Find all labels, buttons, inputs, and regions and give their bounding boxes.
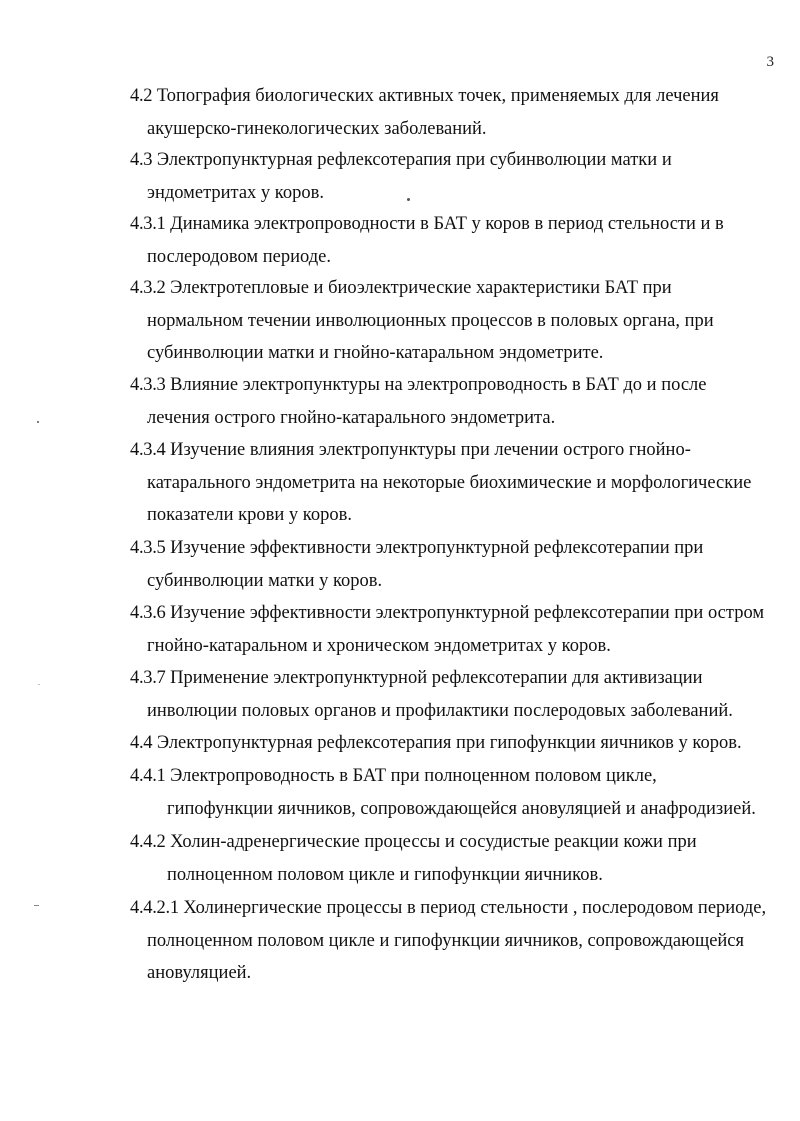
entry-continuation: лечения острого гнойно-катарального эндометрита. bbox=[147, 407, 556, 428]
entry-number: 4.4.2.1 bbox=[130, 898, 179, 918]
entry-title: Применение электропунктурной рефлексотерапии для активизации bbox=[170, 668, 703, 688]
scan-speck bbox=[37, 421, 39, 423]
scan-speck bbox=[34, 905, 39, 906]
entry-continuation: полноценном половом цикле и гипофункции яичников. bbox=[167, 864, 603, 885]
entry-first-line bbox=[130, 662, 776, 695]
entry-first-line bbox=[130, 826, 776, 859]
toc-entry bbox=[130, 760, 776, 825]
entry-first-line bbox=[130, 208, 776, 241]
entry-continuation: показатели крови у коров. bbox=[147, 505, 352, 525]
entry-number: 4.3.7 bbox=[130, 668, 166, 688]
page-number: 3 bbox=[766, 54, 774, 70]
entry-title: Изучение эффективности электропунктурной рефлексотерапии при bbox=[170, 538, 704, 558]
entry-number: 4.3.6 bbox=[130, 603, 166, 623]
entry-title: Изучение влияния электропунктуры при лечении острого гнойно- bbox=[170, 440, 691, 460]
entry-number: 4.3.3 bbox=[130, 375, 166, 395]
entry-title: Холин-адренергические процессы и сосудистые реакции кожи при bbox=[170, 832, 697, 852]
entry-continuation: гипофункции яичников, сопровождающейся ановуляцией и анафродизией. bbox=[167, 798, 756, 819]
entry-first-line bbox=[130, 369, 776, 402]
entry-continuation: полноценном половом цикле и гипофункции яичников, сопровождающейся bbox=[147, 930, 745, 951]
entry-title: Изучение эффективности электропунктурной рефлексотерапии при остром bbox=[170, 603, 765, 623]
entry-continuation: катарального эндометрита на некоторые биохимические и морфологические bbox=[147, 472, 752, 493]
entry-first-line bbox=[130, 760, 776, 793]
entry-title: Электротепловые и биоэлектрические характеристики БАТ при bbox=[170, 278, 672, 298]
entry-number: 4.4 bbox=[130, 733, 153, 753]
entry-first-line bbox=[130, 272, 776, 305]
entry-number: 4.3 bbox=[130, 150, 153, 170]
entry-first-line bbox=[130, 434, 776, 467]
toc-entry bbox=[130, 892, 776, 990]
entry-continuation: субинволюции матки у коров. bbox=[147, 570, 383, 591]
scan-speck bbox=[407, 198, 410, 201]
entry-continuation: послеродовом периоде. bbox=[147, 246, 331, 267]
toc-entry bbox=[130, 662, 776, 727]
toc-entry bbox=[130, 727, 776, 760]
entry-continuation: акушерско-гинекологических заболеваний. bbox=[147, 118, 487, 139]
entry-number: 4.3.1 bbox=[130, 214, 166, 234]
entry-title: Холинергические процессы в период стельности , послеродовом периоде, bbox=[183, 898, 767, 918]
entry-title: Влияние электропунктуры на электропроводность в БАТ до и после bbox=[170, 375, 707, 395]
entry-title: Электропроводность в БАТ при полноценном половом цикле, bbox=[170, 766, 657, 786]
toc-entry bbox=[130, 532, 776, 597]
entry-continuation: эндометритах у коров. bbox=[147, 182, 324, 203]
entry-continuation: инволюции половых органов и профилактики послеродовых заболеваний. bbox=[147, 700, 733, 721]
entry-continuation: нормальном течении инволюционных процессов в половых органа, при bbox=[147, 310, 714, 331]
entry-number: 4.3.2 bbox=[130, 278, 166, 298]
entry-first-line bbox=[130, 892, 776, 925]
entry-first-line bbox=[130, 532, 776, 565]
entry-number: 4.3.4 bbox=[130, 440, 166, 460]
entry-continuation: гнойно-катаральном и хроническом эндометритах у коров. bbox=[147, 635, 611, 656]
toc-entry bbox=[130, 272, 776, 370]
entry-number: 4.4.2 bbox=[130, 832, 166, 852]
entry-first-line bbox=[130, 597, 776, 630]
entry-title: Топография биологических активных точек, применяемых для лечения bbox=[156, 86, 719, 106]
entry-title: Электропунктурная рефлексотерапия при субинволюции матки и bbox=[156, 150, 672, 170]
entry-number: 4.2 bbox=[130, 86, 153, 106]
toc-entry bbox=[130, 80, 776, 145]
entry-first-line bbox=[130, 80, 776, 113]
toc-entry bbox=[130, 597, 776, 662]
toc-entry bbox=[130, 826, 776, 891]
entry-first-line bbox=[130, 727, 776, 760]
entry-title: Электропунктурная рефлексотерапия при гипофункции яичников у коров. bbox=[156, 733, 742, 753]
entry-first-line bbox=[130, 144, 776, 177]
scan-speck bbox=[38, 684, 40, 685]
toc-entry bbox=[130, 208, 776, 273]
entry-number: 4.3.5 bbox=[130, 538, 166, 558]
toc-entry bbox=[130, 434, 776, 532]
entry-continuation: субинволюции матки и гнойно-катаральном эндометрите. bbox=[147, 343, 604, 363]
entry-number: 4.4.1 bbox=[130, 766, 166, 786]
entry-continuation: ановуляцией. bbox=[147, 963, 252, 983]
toc-entry bbox=[130, 369, 776, 434]
entry-title: Динамика электропроводности в БАТ у коров в период стельности и в bbox=[170, 214, 724, 234]
toc-entry bbox=[130, 144, 776, 209]
